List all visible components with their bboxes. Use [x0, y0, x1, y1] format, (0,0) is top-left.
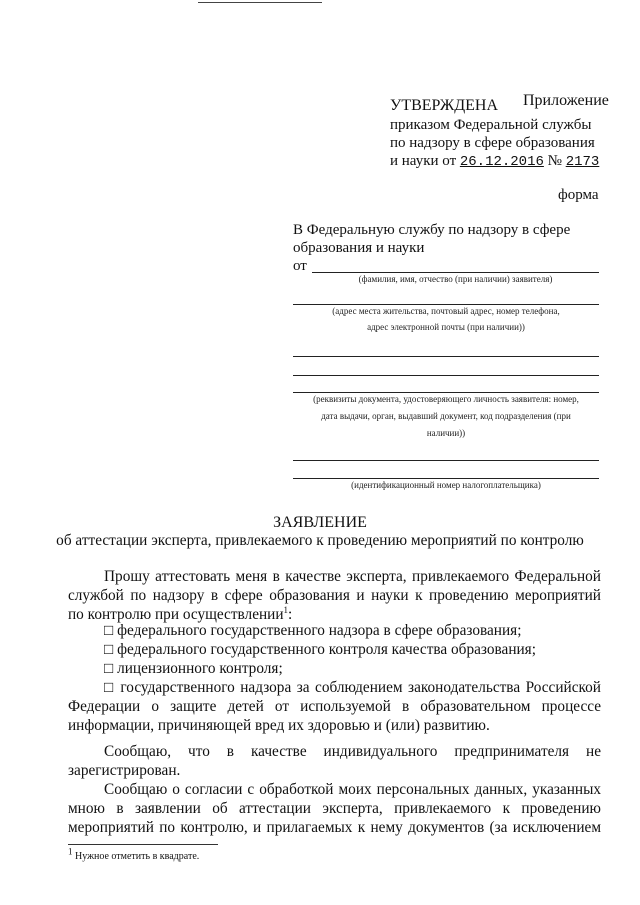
checkbox-icon[interactable]: □ — [104, 679, 115, 696]
option-label: государственного надзора за соблюдением законодательства Российской — [120, 679, 601, 696]
consent-paragraph — [68, 780, 601, 837]
checkbox-icon[interactable]: □ — [104, 660, 114, 677]
blank-line-4 — [293, 375, 599, 376]
entrepreneur-line-2: зарегистрирован. — [68, 762, 181, 779]
order-line-3 — [390, 153, 599, 171]
caption-name: (фамилия, имя, отчество (при наличии) заявителя) — [358, 274, 553, 284]
order-line-2: по надзору в сфере образования — [390, 135, 595, 151]
caption-address-2: адрес электронной почты (при наличии)) — [367, 322, 525, 332]
option-child-protection[interactable] — [68, 678, 601, 735]
form-label: форма — [558, 187, 599, 203]
entrepreneur-line-1: Сообщаю, что в качестве индивидуального предпринимателя не — [104, 743, 601, 760]
addressee-line-2: образования и науки — [293, 240, 425, 256]
consent-line-2: мною в заявлении об аттестации эксперта, привлекаемого к проведению — [68, 800, 601, 817]
request-line-1: Прошу аттестовать меня в качестве эксперта, привлекаемого Федеральной — [104, 568, 601, 585]
order-line-1: приказом Федеральной службы — [390, 117, 592, 133]
consent-line-1: Сообщаю о согласии с обработкой моих персональных данных, указанных — [104, 781, 601, 798]
caption-id-2: дата выдачи, орган, выдавший документ, код подразделения (при — [321, 411, 571, 421]
option-label: федерального государственного контроля качества образования; — [117, 641, 536, 658]
entrepreneur-paragraph — [68, 742, 601, 780]
request-line-3-text: по контролю при осуществлении — [68, 606, 284, 623]
option-quality-control[interactable] — [104, 640, 536, 659]
order-date: 26.12.2016 — [459, 154, 544, 170]
option-child-protection-line-1 — [68, 678, 601, 697]
caption-address-1: (адрес места жительства, почтовый адрес, номер телефона, — [332, 306, 560, 316]
request-line-2: службой по надзору в сфере образования и науки к проведению мероприятий — [68, 587, 601, 604]
consent-line-3: мероприятий по контролю, и прилагаемых к нему документов (за исключением — [68, 819, 601, 836]
document-title: ЗАЯВЛЕНИЕ — [273, 514, 367, 531]
option-licensing-control[interactable] — [104, 659, 283, 678]
blank-line-3 — [293, 356, 599, 357]
caption-id-1: (реквизиты документа, удостоверяющего личность заявителя: номер, — [313, 394, 579, 404]
request-colon: : — [288, 606, 293, 623]
order-prefix: и науки от — [390, 153, 457, 169]
option-federal-supervision[interactable] — [104, 621, 521, 640]
order-number-sign: № — [547, 153, 562, 169]
footnote-text: Нужное отметить в квадрате. — [75, 851, 200, 862]
blank-line-6 — [293, 460, 599, 461]
footnote-mark: 1 — [68, 846, 73, 857]
approved-label: УТВЕРЖДЕНА — [390, 97, 499, 114]
option-label: федерального государственного надзора в сфере образования; — [117, 622, 522, 639]
checkbox-icon[interactable]: □ — [104, 641, 114, 658]
footnote — [68, 846, 200, 864]
order-number: 2173 — [565, 154, 600, 170]
checkbox-icon[interactable]: □ — [104, 622, 114, 639]
footnote-rule — [68, 844, 218, 845]
footnote-ref: 1 — [283, 604, 289, 615]
appendix-label: Приложение — [523, 92, 609, 109]
caption-id-3: наличии)) — [426, 428, 466, 438]
option-child-protection-line-2: Федерации о защите детей от используемой в образовательном процессе — [68, 698, 601, 715]
caption-inn: (идентификационный номер налогоплательщика) — [351, 480, 541, 490]
addressee-line-1: В Федеральную службу по надзору в сфере — [293, 222, 571, 238]
top-edge-line — [198, 2, 322, 3]
request-paragraph — [68, 567, 601, 624]
document-subtitle: об аттестации эксперта, привлекаемого к проведению мероприятий по контролю — [56, 532, 584, 549]
option-label: лицензионного контроля; — [117, 660, 283, 677]
option-child-protection-line-3: информации, причиняющей вред их здоровью и (или) развитию. — [68, 717, 490, 734]
from-label: от — [293, 258, 307, 274]
